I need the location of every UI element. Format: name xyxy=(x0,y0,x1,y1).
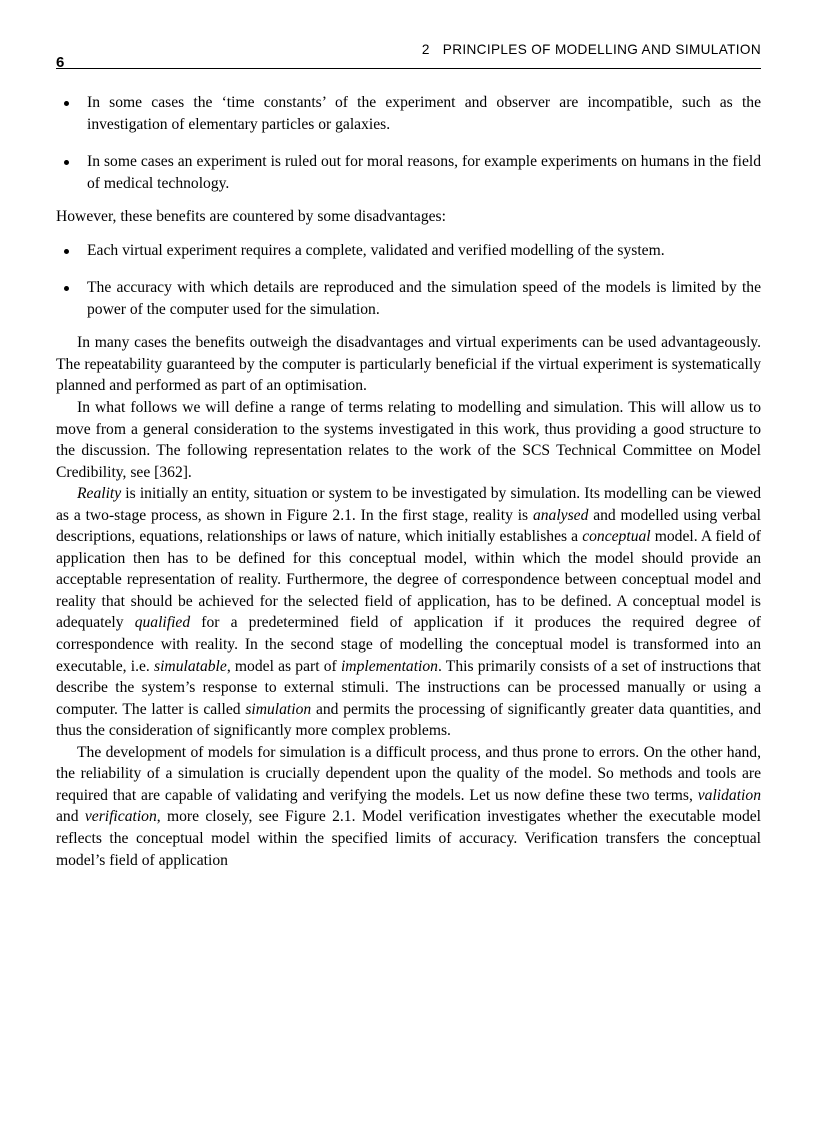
page-number: 6 xyxy=(56,54,65,71)
term-analysed: analysed xyxy=(532,506,589,524)
lead-in-paragraph: However, these benefits are countered by some disadvantages: xyxy=(56,208,446,226)
list-item xyxy=(56,92,761,135)
body-paragraph-4 xyxy=(56,742,761,871)
p3-text-1: is initially an entity, situation or system to be investigated by simulation. Its modelling can be viewed as a two-stage process, as shown in Figure 2.1. In the first stage, reality is xyxy=(56,485,761,524)
p3-text-6: . This primarily consists of a set of instructions that describe the system’s response to external stimuli. The instructions can be processed manually or using a computer. The latter is called xyxy=(56,657,761,718)
spacer xyxy=(56,228,761,240)
bullet-list-advantages xyxy=(56,92,761,194)
p3-text-7: and permits the processing of significantly greater data quantities, and thus the consideration of significantly more complex problems. xyxy=(56,700,761,740)
list-item-text: In some cases an experiment is ruled out for moral reasons, for example experiments on humans in the field of medical technology. xyxy=(87,153,761,192)
term-validation: validation xyxy=(697,786,761,804)
list-item-text: The accuracy with which details are reproduced and the simulation speed of the models is limited by the power of the computer used for the simulation. xyxy=(87,279,761,318)
p4-text-3: , more closely, see Figure 2.1. Model verification investigates whether the executable model reflects the conceptual model within the specified limits of accuracy. Verification transfers the conceptual model’s field of application xyxy=(56,808,761,869)
term-simulatable: simulatable xyxy=(154,657,227,675)
body-paragraph-1: In many cases the benefits outweigh the disadvantages and virtual experiments can be used advantageously. The repeatability guaranteed by the computer is particularly beneficial if the virtual experiment is systematically planned and performed as part of an optimisation. xyxy=(56,334,761,395)
p3-text-3: model. A field of application then has to be defined for this conceptual model, within which the model should provide an acceptable representation of reality. Furthermore, the degree of correspondence between conceptual model and reality that should be achieved for the selected field of application, has to be defined. A conceptual model is adequately xyxy=(56,528,761,632)
header-divider xyxy=(56,68,761,69)
term-implementation: implementation xyxy=(340,657,438,675)
term-qualified: qualified xyxy=(134,614,191,632)
list-item xyxy=(56,151,761,194)
list-item xyxy=(56,277,761,320)
p3-text-2: and modelled using verbal descriptions, equations, relationships or laws of nature, which initially establishes a xyxy=(56,506,761,546)
bullet-list-disadvantages xyxy=(56,240,761,321)
term-simulation: simulation xyxy=(245,700,312,718)
term-verification: verification xyxy=(84,808,157,826)
list-item-text: Each virtual experiment requires a complete, validated and verified modelling of the system. xyxy=(87,241,665,259)
text-column xyxy=(56,92,761,871)
p3-text-5: , model as part of xyxy=(226,657,341,675)
chapter-number: 2 xyxy=(421,41,430,57)
body-paragraph-2: In what follows we will define a range of terms relating to modelling and simulation. This will allow us to move from a general consideration to the systems investigated in this work, thus providing a good structure to the discussion. The following representation relates to the work of the SCS Technical Committee on Model Credibility, see [362]. xyxy=(56,399,761,481)
spacer xyxy=(56,194,761,206)
spacer xyxy=(56,320,761,332)
p4-text-2: and xyxy=(56,808,85,826)
term-reality: Reality xyxy=(77,485,122,503)
body-paragraph-3 xyxy=(56,483,761,742)
running-head-title-group xyxy=(397,29,761,70)
list-item-text: In some cases the ‘time constants’ of the experiment and observer are incompatible, such as the investigation of elementary particles or galaxies. xyxy=(87,94,761,133)
p4-text-1: The development of models for simulation is a difficult process, and thus prone to errors. On the other hand, the reliability of a simulation is crucially dependent upon the quality of the model. So methods and tools are required that are capable of validating and verifying the models. Let us now define these two terms, xyxy=(56,743,761,804)
p3-text-4: for a predetermined field of application if it produces the required degree of correspondence with reality. In the second stage of modelling the conceptual model is transformed into an executable, i.e. xyxy=(56,614,761,675)
running-head xyxy=(56,42,761,70)
list-item xyxy=(56,240,761,262)
term-conceptual: conceptual xyxy=(582,528,651,546)
chapter-title: PRINCIPLES OF MODELLING AND SIMULATION xyxy=(442,41,761,57)
